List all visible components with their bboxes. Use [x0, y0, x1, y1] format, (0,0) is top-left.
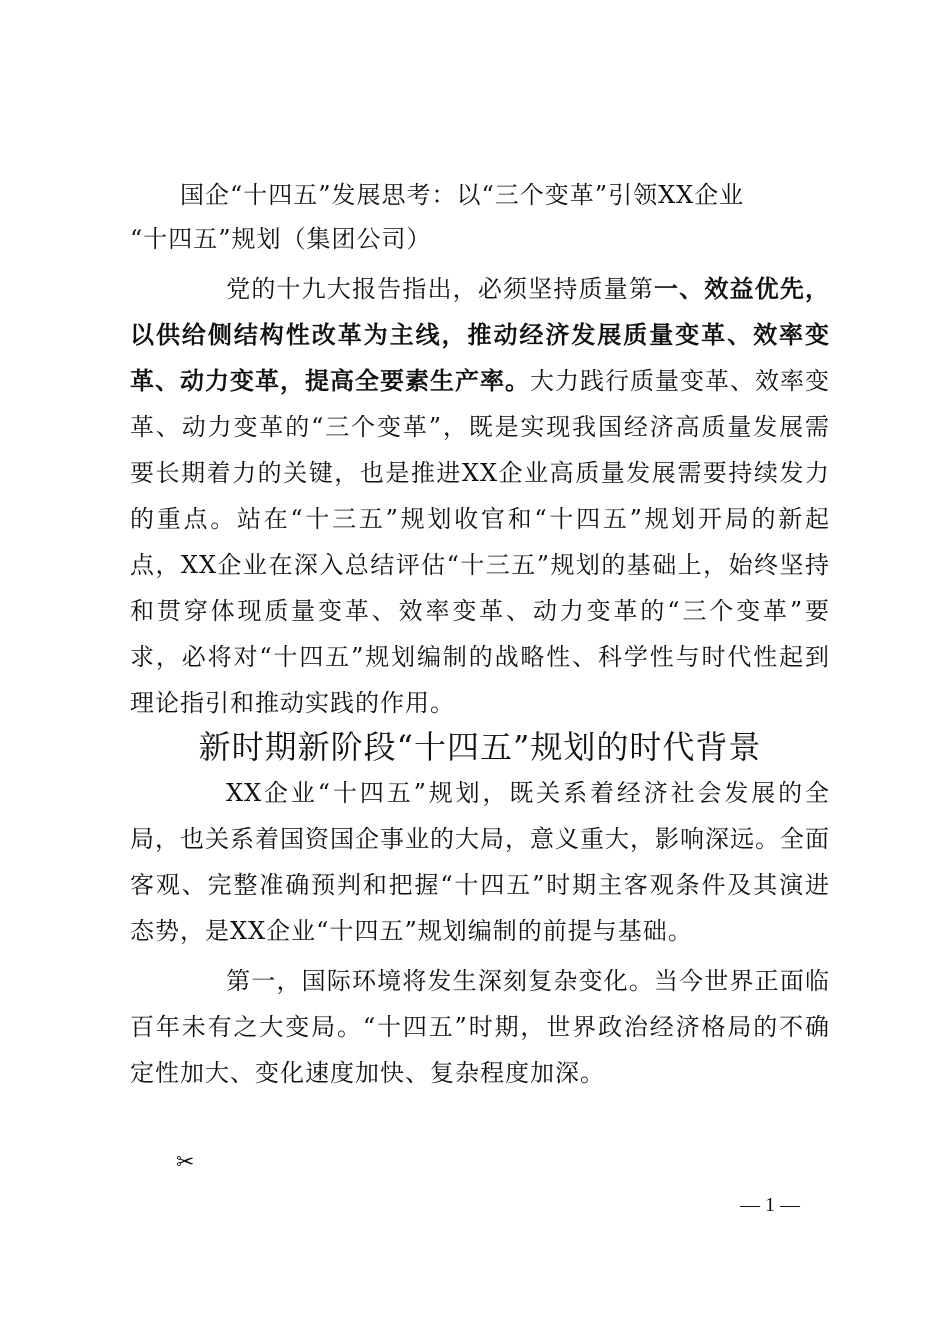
- paragraph-international-text: 第一，国际环境将发生深刻复杂变化。当今世界正面临百年未有之大变局。“十四五”时期，世界政治经济格局的不确定性加大、变化速度加快、复杂程度加深。: [130, 967, 830, 1087]
- paragraph-background: [130, 770, 830, 954]
- paragraph-intro-bold: 一、效益优先，以供给侧结构性改革为主线，推动经济发展质量变革、效率变革、动力变革，提高全要素生产率。: [130, 275, 830, 395]
- page-number: — 1 —: [740, 1194, 800, 1216]
- paragraph-intro-rest: 大力践行质量变革、效率变革、动力变革的“三个变革”，既是实现我国经济高质量发展需要长期着力的关键，也是推进XX企业高质量发展需要持续发力的重点。站在“十三五”规划收官和“十四五”规划开局的新起点，XX企业在深入总结评估“十三五”规划的基础上，始终坚持和贯穿体现质量变革、效率变革、动力变革的“三个变革”要求，必将对“十四五”规划编制的战略性、科学性与时代性起到理论指引和推动实践的作用。: [130, 367, 830, 717]
- paragraph-international: [130, 958, 830, 1096]
- paragraph-intro: [130, 266, 830, 726]
- scissors-icon: ✂: [176, 1150, 195, 1175]
- document-title-line-2: “十四五”规划（集团公司）: [130, 225, 432, 253]
- document-title-line-1: 国企“十四五”发展思考：以“三个变革”引领XX企业: [180, 181, 745, 209]
- section-heading: 新时期新阶段“十四五”规划的时代背景: [198, 728, 762, 766]
- paragraph-intro-lead: 党的十九大报告指出，必须坚持质量第: [226, 275, 654, 303]
- paragraph-background-text: XX企业“十四五”规划，既关系着经济社会发展的全局，也关系着国资国企事业的大局，意义重大，影响深远。全面客观、完整准确预判和把握“十四五”时期主客观条件及其演进态势，是XX企业“十四五”规划编制的前提与基础。: [130, 779, 830, 945]
